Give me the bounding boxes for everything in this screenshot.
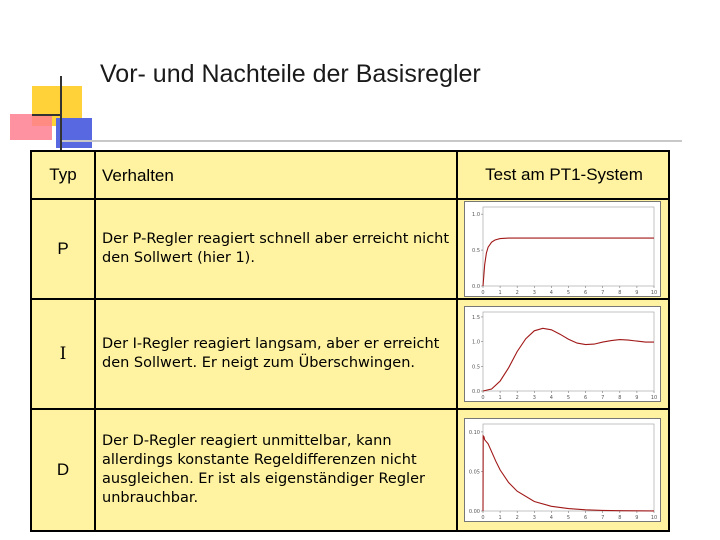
plot-d-ytick-label: 0.10 [468, 429, 480, 436]
plot-d-xtick-label: 7 [601, 515, 605, 521]
plot-d [464, 418, 661, 522]
plot-i-xtick-label: 0 [481, 395, 485, 401]
table-row-i [32, 300, 668, 410]
plot-i-xtick-label: 5 [566, 395, 571, 401]
plot-i-ytick-label: 1.0 [472, 339, 480, 346]
plot-d-xtick-label: 8 [618, 515, 622, 521]
plot-i-xtick-label: 1 [498, 395, 502, 401]
row-i-plot-cell [460, 300, 668, 408]
plot-d-frame [483, 424, 654, 511]
table-row-d [32, 410, 668, 530]
plot-i-xtick-label: 4 [549, 395, 553, 401]
plot-i-xtick-label: 2 [515, 395, 519, 401]
header-test: Test am PT1-System [485, 165, 643, 184]
plot-i-xtick-label: 8 [618, 395, 622, 401]
plot-p-xtick-label: 5 [566, 290, 571, 296]
plot-p-xtick-label: 2 [515, 290, 519, 296]
header-typ: Typ [32, 152, 96, 198]
plot-d-ytick-label: 0.05 [468, 469, 480, 476]
plot-d-xtick-label: 4 [549, 515, 553, 521]
plot-p-xtick-label: 4 [549, 290, 553, 296]
ornament-vertical-line [60, 76, 62, 150]
table-header-row [32, 152, 668, 200]
plot-p-svg [465, 202, 660, 296]
comparison-table [30, 150, 670, 532]
plot-p-xtick-label: 8 [618, 290, 622, 296]
plot-i-xtick-label: 10 [650, 395, 658, 401]
plot-i-ytick-label: 0.0 [472, 389, 480, 395]
plot-p-frame [483, 207, 654, 286]
plot-i-xtick-label: 9 [635, 395, 639, 401]
title-underline [62, 140, 682, 142]
plot-i-ytick-label: 0.5 [472, 364, 480, 371]
ornament-pink-square [10, 114, 52, 140]
plot-i-xtick-label: 3 [532, 395, 536, 401]
row-p-typ: P [32, 200, 96, 298]
plot-d-ytick-label: 0.00 [468, 509, 480, 515]
plot-p-xtick-label: 1 [498, 290, 502, 296]
plot-d-xtick-label: 10 [650, 515, 658, 521]
title-ornament [0, 0, 100, 150]
plot-i-xtick-label: 7 [601, 395, 605, 401]
plot-i-frame [483, 312, 654, 391]
row-d-typ: D [32, 410, 96, 530]
table-row-p [32, 200, 668, 300]
row-p-plot-cell [460, 200, 668, 298]
row-d-plot-cell [460, 410, 668, 530]
row-i-verhalten: Der I-Regler reagiert langsam, aber er erreicht den Sollwert. Er neigt zum Überschwingen. [96, 300, 458, 408]
plot-d-xtick-label: 9 [635, 515, 639, 521]
plot-p-xtick-label: 0 [481, 290, 485, 296]
row-i-typ: I [32, 300, 96, 408]
plot-d-xtick-label: 3 [532, 515, 536, 521]
plot-d-svg [465, 419, 660, 521]
page-title: Vor- und Nachteile der Basisregler [100, 60, 481, 88]
header-verhalten: Verhalten [96, 152, 458, 198]
plot-i-svg [465, 307, 660, 401]
plot-p-xtick-label: 9 [635, 290, 639, 296]
plot-p [464, 201, 661, 297]
plot-d-xtick-label: 0 [481, 515, 485, 521]
row-d-verhalten: Der D-Regler reagiert unmittelbar, kann allerdings konstante Regeldifferenzen nicht ausgleichen. Er ist als eigenständiger Regler unbrauchbar. [96, 410, 458, 530]
plot-p-xtick-label: 3 [532, 290, 536, 296]
plot-d-xtick-label: 5 [566, 515, 571, 521]
plot-p-ytick-label: 0.0 [472, 284, 480, 290]
plot-p-xtick-label: 10 [650, 290, 658, 296]
plot-d-xtick-label: 1 [498, 515, 502, 521]
plot-p-ytick-label: 0.5 [472, 248, 480, 255]
plot-d-xtick-label: 2 [515, 515, 519, 521]
ornament-horizontal-line [32, 114, 62, 116]
plot-p-xtick-label: 7 [601, 290, 605, 296]
row-p-verhalten: Der P-Regler reagiert schnell aber erreicht nicht den Sollwert (hier 1). [96, 200, 458, 298]
plot-i-ytick-label: 1.5 [472, 314, 480, 321]
plot-i [464, 306, 661, 402]
plot-p-ytick-label: 1.0 [472, 212, 480, 219]
plot-d-xtick-label: 6 [584, 515, 588, 521]
plot-i-xtick-label: 6 [584, 395, 588, 401]
plot-p-xtick-label: 6 [584, 290, 588, 296]
